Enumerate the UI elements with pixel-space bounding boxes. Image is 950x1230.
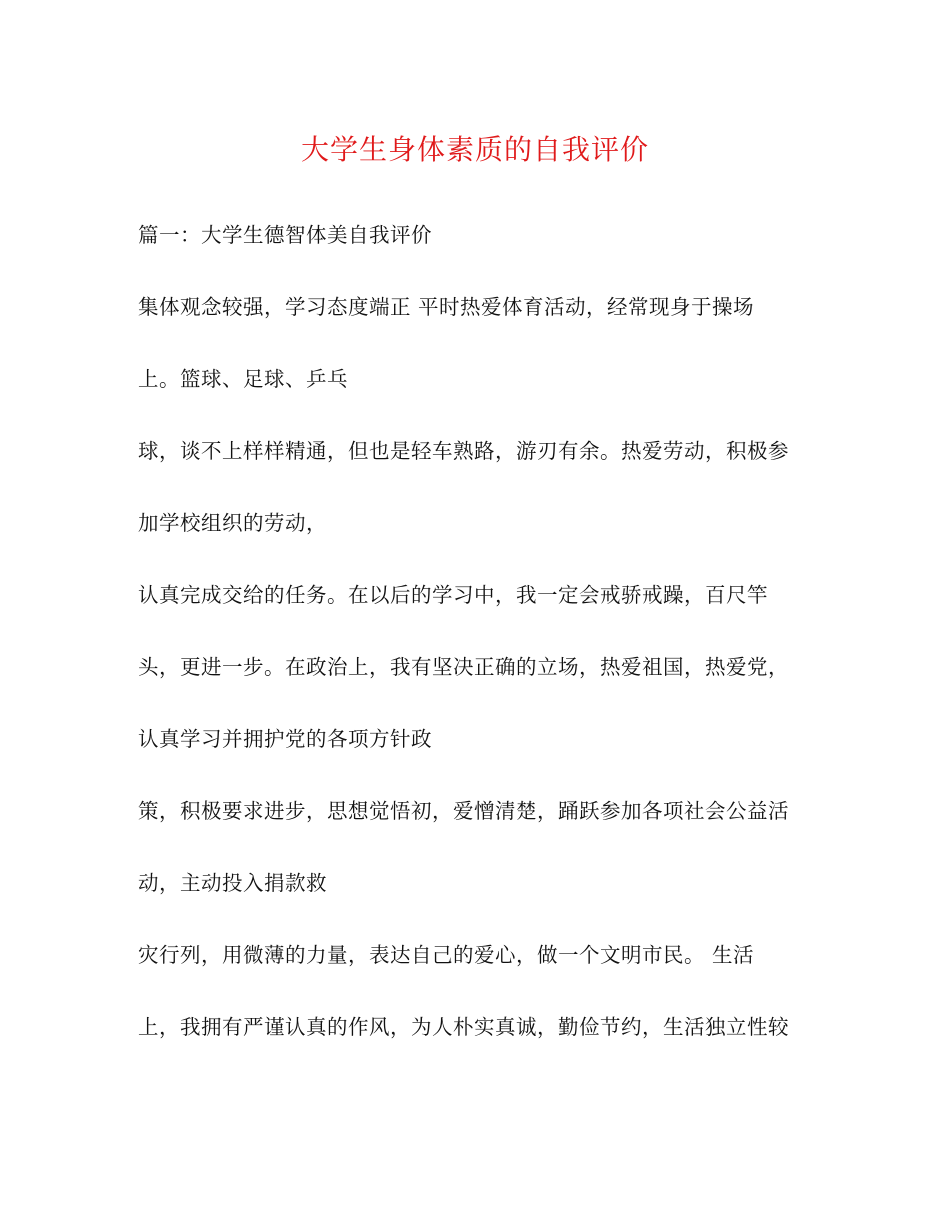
document-title: 大学生身体素质的自我评价	[300, 133, 649, 166]
paragraph-line-8: 认真学习并拥护党的各项方针政	[138, 727, 432, 751]
paragraph-line-5: 加学校组织的劳动，	[138, 511, 327, 535]
paragraph-line-4: 球，谈不上样样精通，但也是轻车熟路，游刃有余。热爱劳动，积极参	[138, 439, 789, 463]
paragraph-line-1: 篇一：大学生德智体美自我评价	[138, 223, 432, 247]
paragraph-line-9: 策，积极要求进步，思想觉悟初，爱憎清楚，踊跃参加各项社会公益活	[138, 799, 789, 823]
paragraph-line-6: 认真完成交给的任务。在以后的学习中，我一定会戒骄戒躁，百尺竿	[138, 583, 768, 607]
paragraph-line-2: 集体观念较强，学习态度端正 平时热爱体育活动，经常现身于操场	[138, 295, 755, 319]
paragraph-line-11: 灾行列，用微薄的力量，表达自己的爱心，做一个文明市民。 生活	[138, 943, 755, 967]
paragraph-line-7: 头，更进一步。在政治上，我有坚决正确的立场，热爱祖国，热爱党，	[138, 655, 789, 679]
paragraph-line-3: 上。篮球、足球、乒乓	[138, 367, 348, 391]
paragraph-line-12: 上，我拥有严谨认真的作风，为人朴实真诚，勤俭节约，生活独立性较	[138, 1015, 789, 1039]
paragraph-line-10: 动，主动投入捐款救	[138, 871, 327, 895]
